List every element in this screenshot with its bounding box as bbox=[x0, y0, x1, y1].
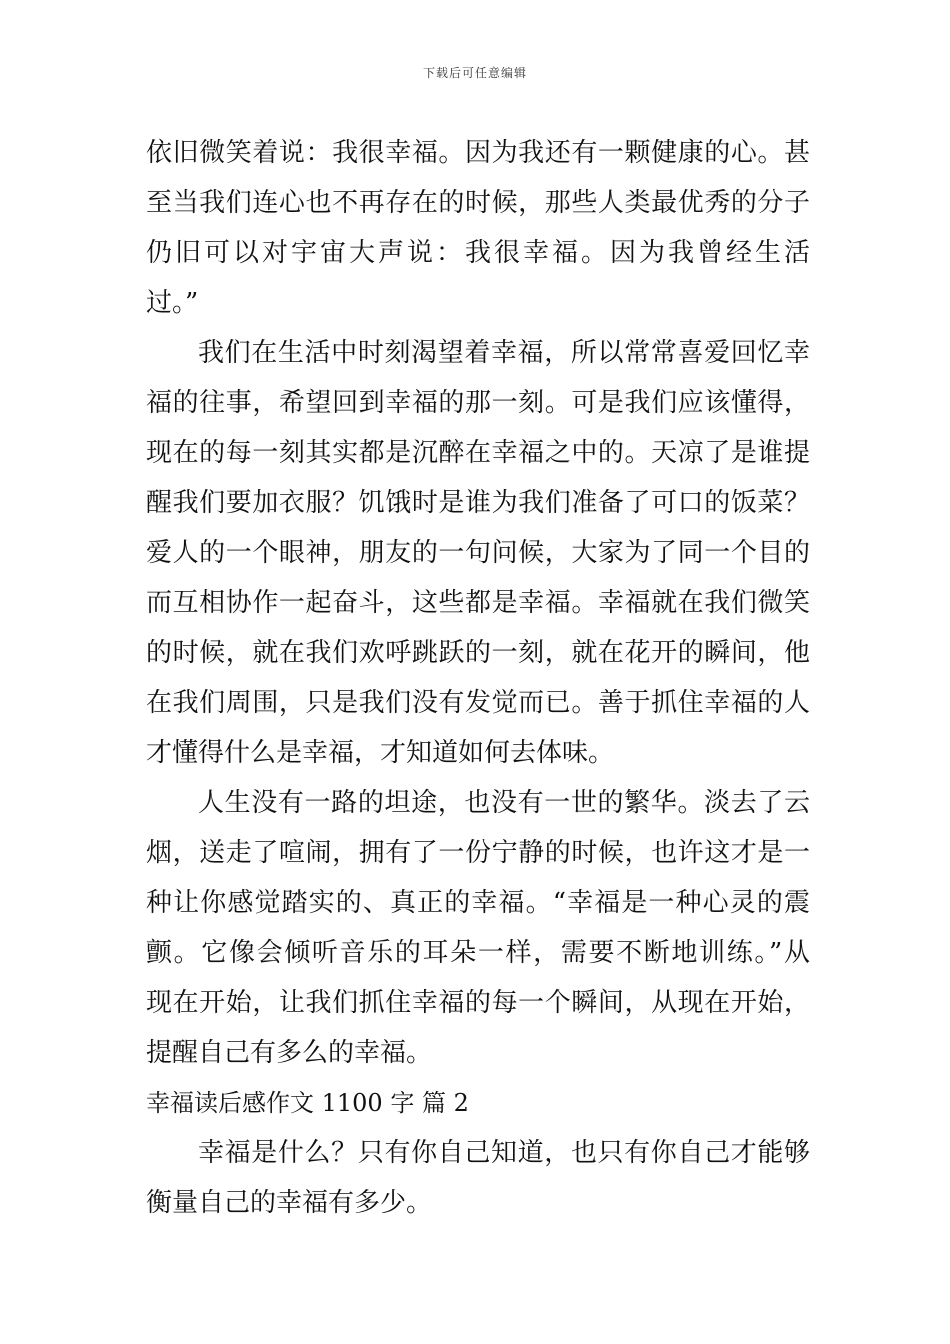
text-line: 才懂得什么是幸福，才知道如何去体味。 bbox=[146, 738, 615, 768]
section-heading: 幸福读后感作文 1100 字 篇 2 bbox=[146, 1089, 469, 1117]
text-line: 福的往事，希望回到幸福的那一刻。可是我们应该懂得， bbox=[146, 388, 810, 418]
text-line: 人生没有一路的坦途，也没有一世的繁华。淡去了云 bbox=[198, 788, 810, 818]
document-body bbox=[146, 128, 810, 1228]
text-line: 的时候，就在我们欢呼跳跃的一刻，就在花开的瞬间，他 bbox=[146, 638, 810, 668]
text-line: 依旧微笑着说：我很幸福。因为我还有一颗健康的心。甚 bbox=[146, 138, 810, 168]
paragraph-3 bbox=[146, 778, 810, 1078]
text-line: 爱人的一个眼神，朋友的一句问候，大家为了同一个目的 bbox=[146, 538, 810, 568]
text-line: 我们在生活中时刻渴望着幸福，所以常常喜爱回忆幸 bbox=[198, 338, 810, 368]
text-line: 过。” bbox=[146, 288, 199, 318]
text-line: 种让你感觉踏实的、真正的幸福。“幸福是一种心灵的震 bbox=[146, 888, 810, 918]
paragraph-1 bbox=[146, 128, 810, 328]
header-note: 下载后可任意编辑 bbox=[422, 66, 527, 80]
text-line: 而互相协作一起奋斗，这些都是幸福。幸福就在我们微笑 bbox=[146, 588, 810, 618]
text-line: 衡量自己的幸福有多少。 bbox=[146, 1188, 433, 1218]
text-line: 醒我们要加衣服？饥饿时是谁为我们准备了可口的饭菜？ bbox=[146, 488, 810, 518]
text-line: 现在的每一刻其实都是沉醉在幸福之中的。天凉了是谁提 bbox=[146, 438, 810, 468]
text-line: 颤。它像会倾听音乐的耳朵一样，需要不断地训练。”从 bbox=[146, 938, 810, 968]
text-line: 烟，送走了喧闹，拥有了一份宁静的时候，也许这才是一 bbox=[146, 838, 810, 868]
text-line: 幸福是什么？只有你自己知道，也只有你自己才能够 bbox=[198, 1138, 810, 1168]
paragraph-2 bbox=[146, 328, 810, 778]
text-line: 在我们周围，只是我们没有发觉而已。善于抓住幸福的人 bbox=[146, 688, 810, 718]
text-line: 现在开始，让我们抓住幸福的每一个瞬间，从现在开始， bbox=[146, 988, 810, 1018]
text-line: 提醒自己有多么的幸福。 bbox=[146, 1038, 433, 1068]
text-line: 至当我们连心也不再存在的时候，那些人类最优秀的分子 bbox=[146, 188, 810, 218]
text-line: 仍旧可以对宇宙大声说：我很幸福。因为我曾经生活 bbox=[146, 238, 810, 268]
paragraph-4 bbox=[146, 1128, 810, 1228]
